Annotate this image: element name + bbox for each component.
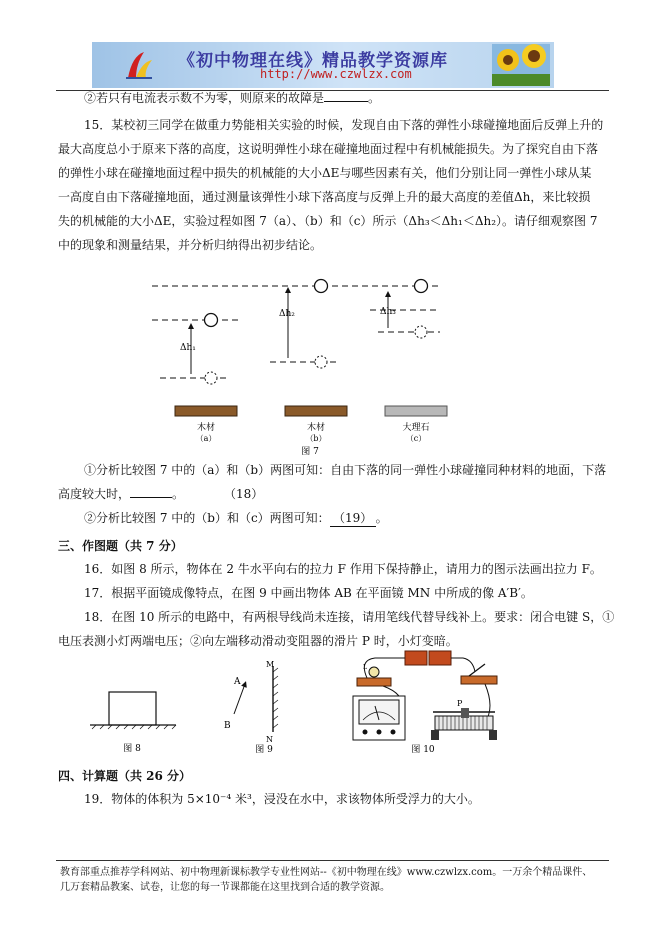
fig10-rheostat-slider (461, 708, 469, 718)
fig8-block (109, 692, 156, 725)
fig10-rheostat-leg-1 (431, 730, 439, 740)
fig7-dh3-label: Δh₃ (380, 307, 396, 317)
fig10-label-p: P (457, 699, 463, 708)
site-logo-icon (122, 48, 156, 82)
fig7-ball-a (205, 314, 218, 327)
footer-rule (56, 860, 609, 861)
fig7-caption: 图 7 (301, 447, 319, 457)
fig10-lamp-bulb (369, 667, 379, 677)
fig10-voltmeter-terminal-3 (391, 730, 396, 735)
figure-10 (345, 648, 505, 758)
fig10-voltmeter-terminal-1 (363, 730, 368, 735)
fig10-rheostat-leg-2 (489, 730, 497, 740)
sunflower-icon (492, 44, 550, 86)
banner-title: 《初中物理在线》精品教学资源库 (178, 51, 448, 71)
fig9-label-a: A (234, 677, 241, 687)
fig9-label-n: N (266, 735, 273, 744)
fig7-dh2-label: Δh₂ (279, 309, 295, 319)
fig10-switch-base (461, 676, 497, 684)
q15-line-1: 15．某校初三同学在做重力势能相关实验的时候，发现自由下落的弹性小球碰撞地面后反弹上升的 (84, 118, 604, 132)
fig10-switch-lever (469, 664, 485, 676)
q15-answer-1-line-1: ①分析比较图 7 中的（a）和（b）两图可知：自由下落的同一弹性小球碰撞同种材料的地面，下落 (84, 463, 607, 477)
q15-blank-18 (130, 497, 172, 498)
q15-answer-2-line: ②分析比较图 7 中的（b）和（c）两图可知： （19） 。 (84, 511, 388, 525)
fig10-rheostat (435, 716, 493, 730)
section-3-title: 三、作图题（共 7 分） (58, 539, 183, 553)
q15-blank-19: （19） (330, 510, 376, 527)
fig9-label-b: B (224, 721, 231, 731)
fig7-ball-a-rebound (205, 372, 217, 384)
banner-url: http://www.czwlzx.com (260, 67, 412, 81)
fig7-lab-b: （b） (305, 434, 327, 443)
q14-blank (324, 101, 368, 102)
section-4-title: 四、计算题（共 26 分） (58, 769, 192, 783)
fig7-ball-c-rebound (415, 326, 427, 338)
fig9-object-ab (234, 684, 245, 714)
fig7-ball-c (415, 280, 428, 293)
figure-9 (220, 658, 290, 756)
figure-8 (82, 685, 182, 755)
q15-line-4: 一高度自由下落碰撞地面，通过测量该弹性小球下落高度与反弹上升的最大高度的差值Δh，来比较损 (58, 190, 591, 204)
q15-answer-2-text: ②分析比较图 7 中的（b）和（c）两图可知： (84, 511, 330, 525)
q15-line-5: 失的机械能的大小ΔE，实验过程如图 7（a）、（b）和（c）所示（Δh₃＜Δh₁＜Δh₂）。请仔细观察图 7 (58, 214, 598, 228)
fig7-lab-c: （c） (405, 434, 427, 443)
footer-line-1: 教育部重点推荐学科网站、初中物理新课标教学专业性网站--《初中物理在线》www.czwlzx.com。一万余个精品课件、 (60, 867, 593, 878)
q19-line: 19．物体的体积为 5×10⁻⁴ 米³，浸没在水中，求该物体所受浮力的大小。 (84, 792, 480, 806)
fig10-wire-2 (451, 658, 475, 672)
footer-line-2: 几万套精品教案、试卷，让您的每一节课都能在这里找到合适的教学资源。 (60, 882, 390, 893)
q18-line-1: 18．在图 10 所示的电路中，有两根导线尚未连接，请用笔线代替导线补上。要求：闭合电键 S，① (84, 610, 615, 624)
fig7-ball-b (315, 280, 328, 293)
fig10-battery-2 (429, 651, 451, 665)
fig8-caption: 图 8 (123, 744, 141, 754)
fig7-mat-c: 大理石 (402, 423, 430, 433)
fig7-ball-b-rebound (315, 356, 327, 368)
q15-answer-1-line-2: 高度较大时， 。 （18） (58, 487, 264, 501)
fig7-mat-a: 木材 (196, 423, 216, 433)
q15-answer-1-text: 高度较大时， (58, 487, 131, 501)
fig9-caption: 图 9 (255, 745, 273, 755)
q14-line: ②若只有电流表示数不为零，则原来的故障是 。 (84, 91, 381, 105)
fig10-voltmeter-terminal-2 (377, 730, 382, 735)
q17-line: 17．根据平面镜成像特点，在图 9 中画出物体 AB 在平面镜 MN 中所成的像 A′B′。 (84, 586, 533, 600)
q14-text: ②若只有电流表示数不为零，则原来的故障是 (84, 91, 325, 105)
q15-mark-18: （18） (224, 487, 264, 501)
fig9-label-m: M (266, 660, 275, 669)
q16-line: 16．如图 8 所示，物体在 2 牛水平向右的拉力 F 作用下保持静止，请用力的图示法画出拉力 F。 (84, 562, 602, 576)
fig7-mat-b: 木材 (306, 423, 326, 433)
fig7-floor-wood-b (285, 406, 347, 416)
fig7-dh1-label: Δh₁ (180, 343, 196, 353)
q15-line-2: 最大高度总小于原来下落的高度，这说明弹性小球在碰撞地面过程中有机械能损失。为了探究自由下落 (58, 142, 599, 156)
fig7-lab-a: （a） (195, 434, 217, 443)
fig7-floor-marble-c (385, 406, 447, 416)
fig10-lamp-base (357, 678, 391, 686)
fig10-battery-1 (405, 651, 427, 665)
fig10-caption: 图 10 (411, 745, 435, 755)
figure-7 (140, 270, 470, 460)
q15-line-6: 中的现象和测量结果，并分析归纳得出初步结论。 (58, 238, 323, 252)
q18-line-2: 电压表测小灯两端电压；②向左端移动滑动变阻器的滑片 P 时，小灯变暗。 (58, 634, 458, 648)
fig10-lamp-mark: L (363, 664, 367, 671)
header-banner (92, 42, 554, 88)
fig7-floor-wood-a (175, 406, 237, 416)
q15-line-3: 的弹性小球在碰撞地面过程中损失的机械能的大小ΔE与哪些因素有关，他们分别让同一弹性小球从某 (58, 166, 592, 180)
fig9-mirror-hatch (273, 668, 278, 728)
